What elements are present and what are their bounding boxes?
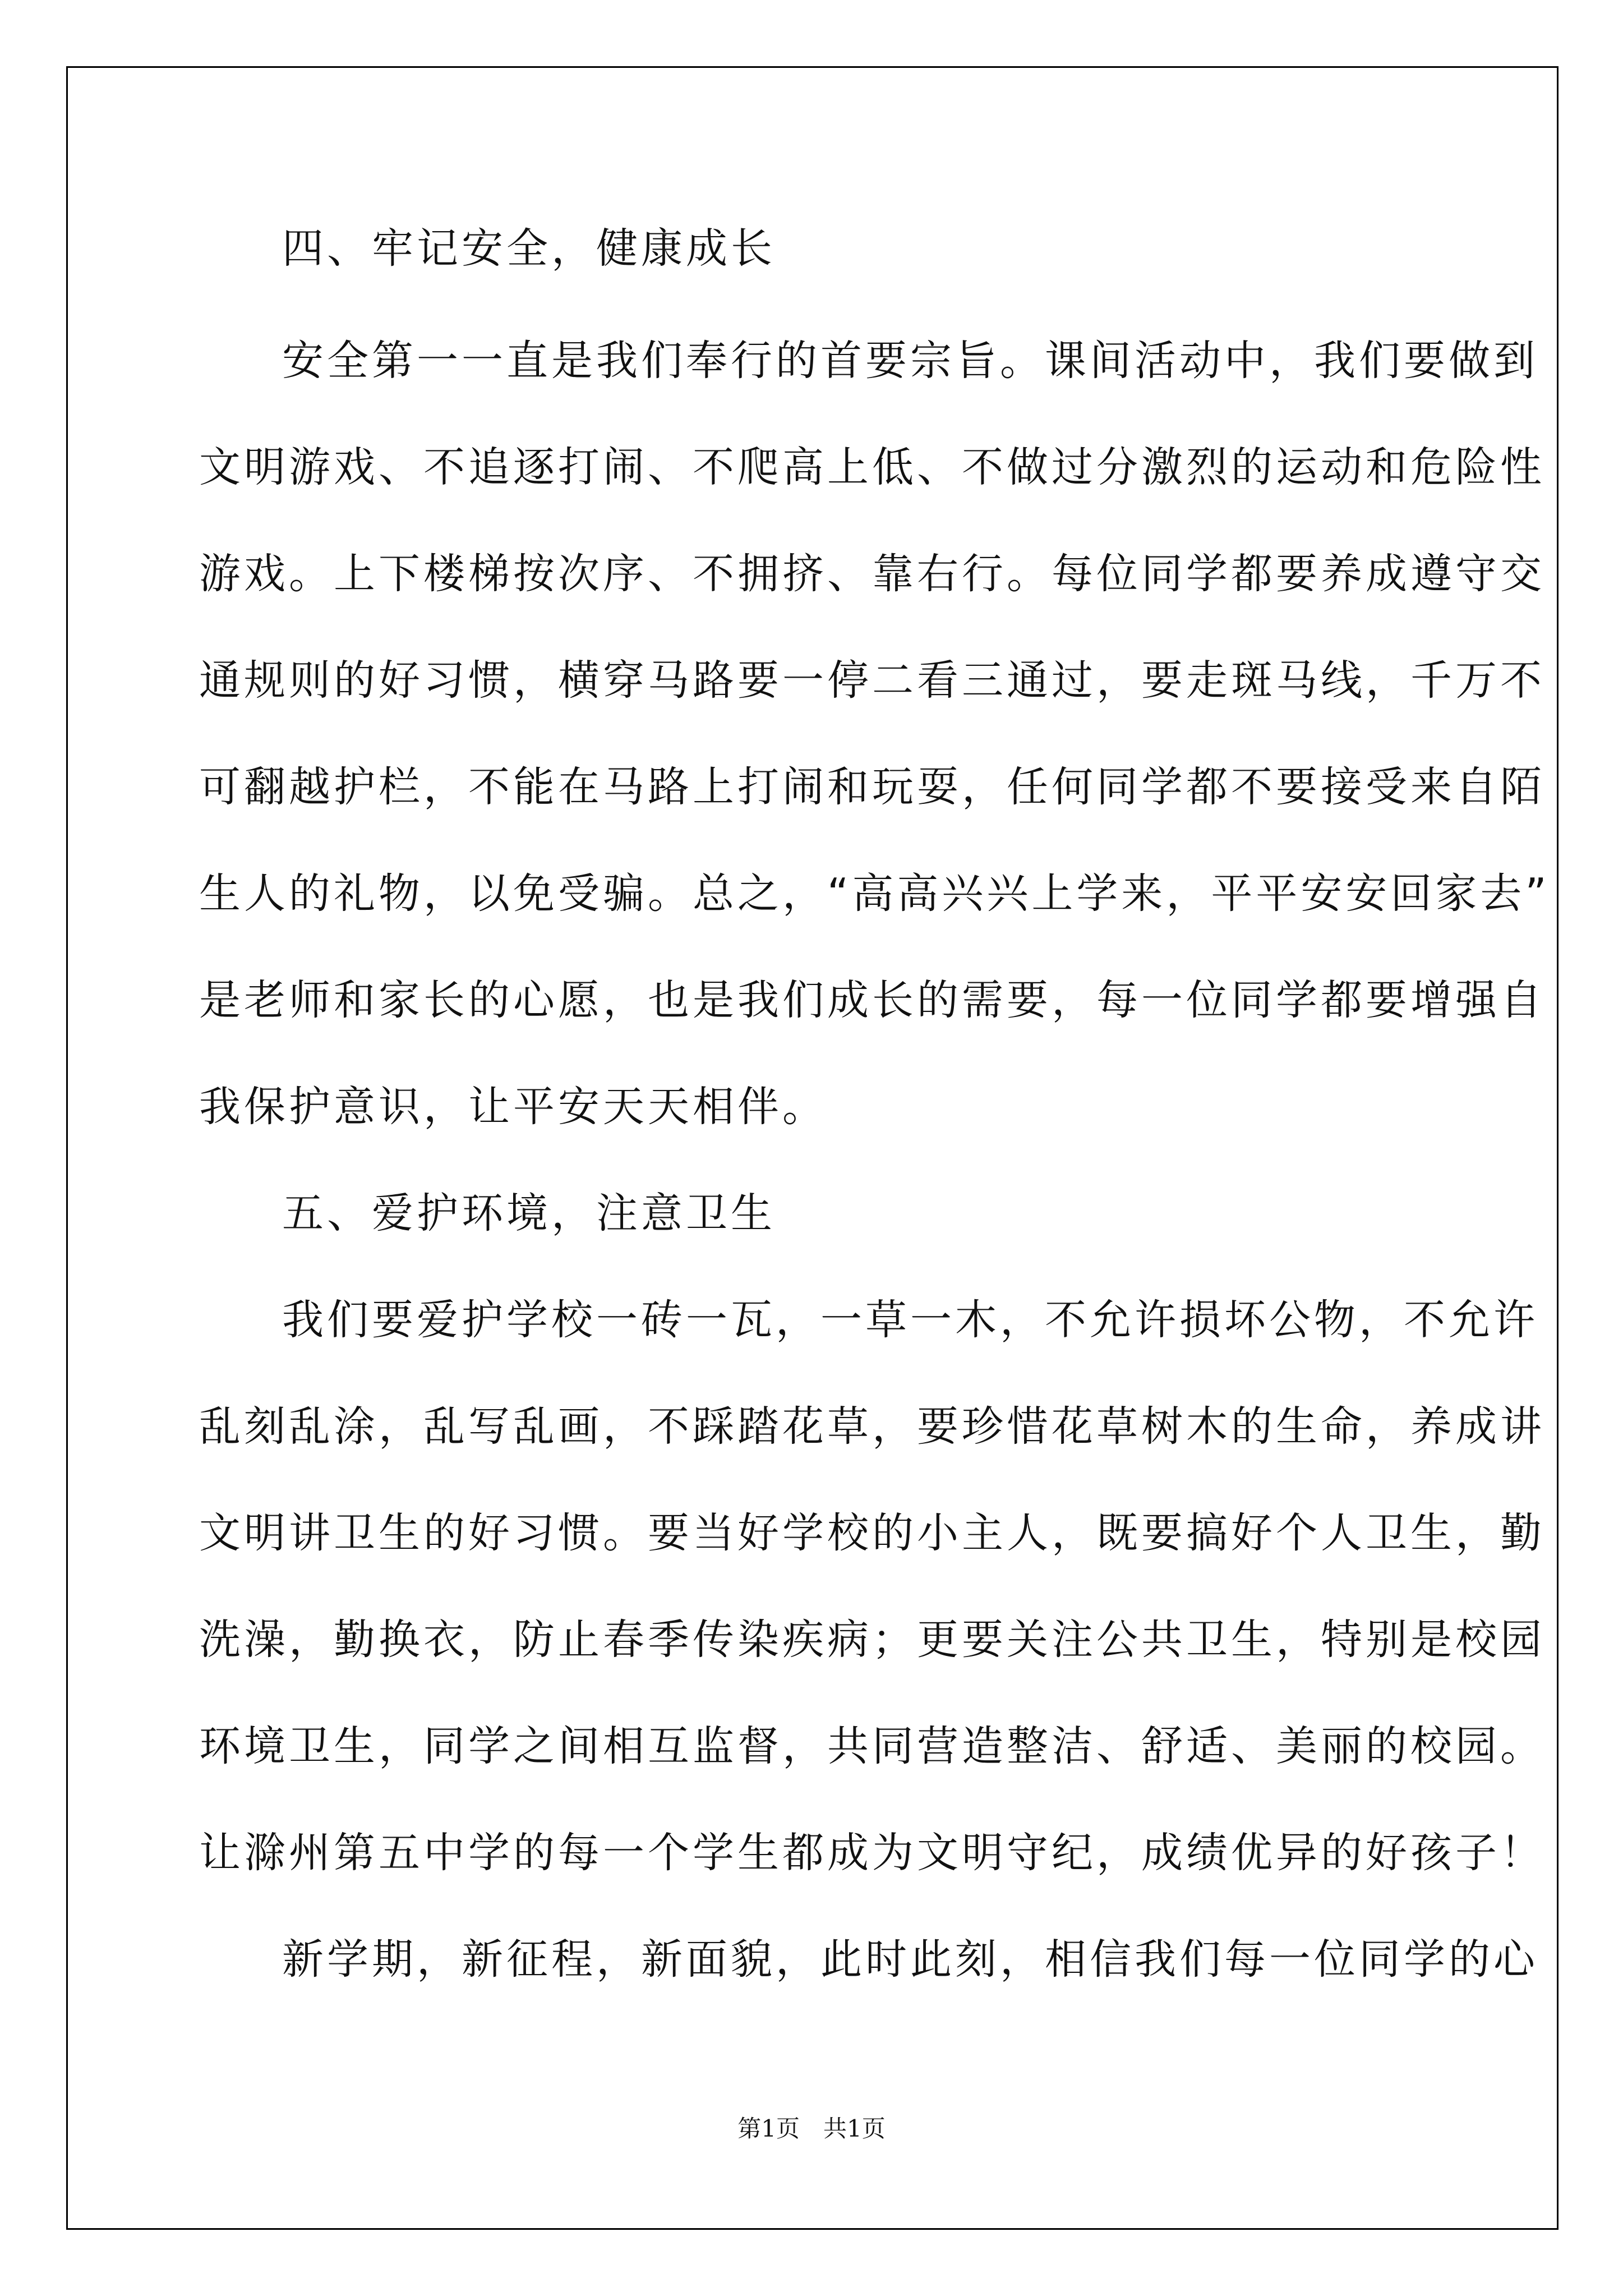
paragraph-line: 文明讲卫生的好习惯。要当好学校的小主人，既要搞好个人卫生，勤 [199, 1509, 1545, 1557]
paragraph-line: 环境卫生，同学之间相互监督，共同营造整洁、舒适、美丽的校园。 [199, 1722, 1545, 1770]
paragraph-line: 乱刻乱涂，乱写乱画，不踩踏花草，要珍惜花草树木的生命，养成讲 [199, 1402, 1545, 1451]
paragraph-line: 文明游戏、不追逐打闹、不爬高上低、不做过分激烈的运动和危险性 [199, 443, 1545, 491]
paragraph-line: 安全第一一直是我们奉行的首要宗旨。课间活动中，我们要做到 [282, 337, 1538, 385]
section-heading-environment: 五、爱护环境，注意卫生 [282, 1189, 776, 1237]
paragraph-line: 洗澡，勤换衣，防止春季传染疾病；更要关注公共卫生，特别是校园 [199, 1616, 1545, 1664]
paragraph-line: 新学期，新征程，新面貌，此时此刻，相信我们每一位同学的心 [282, 1935, 1538, 1984]
page-number-footer: 第1页 共1页 [737, 2115, 886, 2142]
paragraph-line: 通规则的好习惯，横穿马路要一停二看三通过，要走斑马线，千万不 [199, 656, 1545, 705]
paragraph-line: 游戏。上下楼梯按次序、不拥挤、靠右行。每位同学都要养成遵守交 [199, 550, 1545, 598]
page-border [66, 66, 1559, 2230]
paragraph-line: 我们要爱护学校一砖一瓦，一草一木，不允许损坏公物，不允许 [282, 1296, 1538, 1344]
paragraph-line: 是老师和家长的心愿，也是我们成长的需要，每一位同学都要增强自 [199, 976, 1545, 1024]
paragraph-line: 我保护意识，让平安天天相伴。 [199, 1083, 827, 1131]
paragraph-line: 让滁州第五中学的每一个学生都成为文明守纪，成绩优异的好孩子！ [199, 1829, 1545, 1877]
section-heading-safety: 四、牢记安全，健康成长 [282, 224, 776, 273]
paragraph-line: 生人的礼物，以免受骗。总之，“高高兴兴上学来，平平安安回家去” [199, 869, 1550, 918]
paragraph-line: 可翻越护栏，不能在马路上打闹和玩耍，任何同学都不要接受来自陌 [199, 763, 1545, 811]
